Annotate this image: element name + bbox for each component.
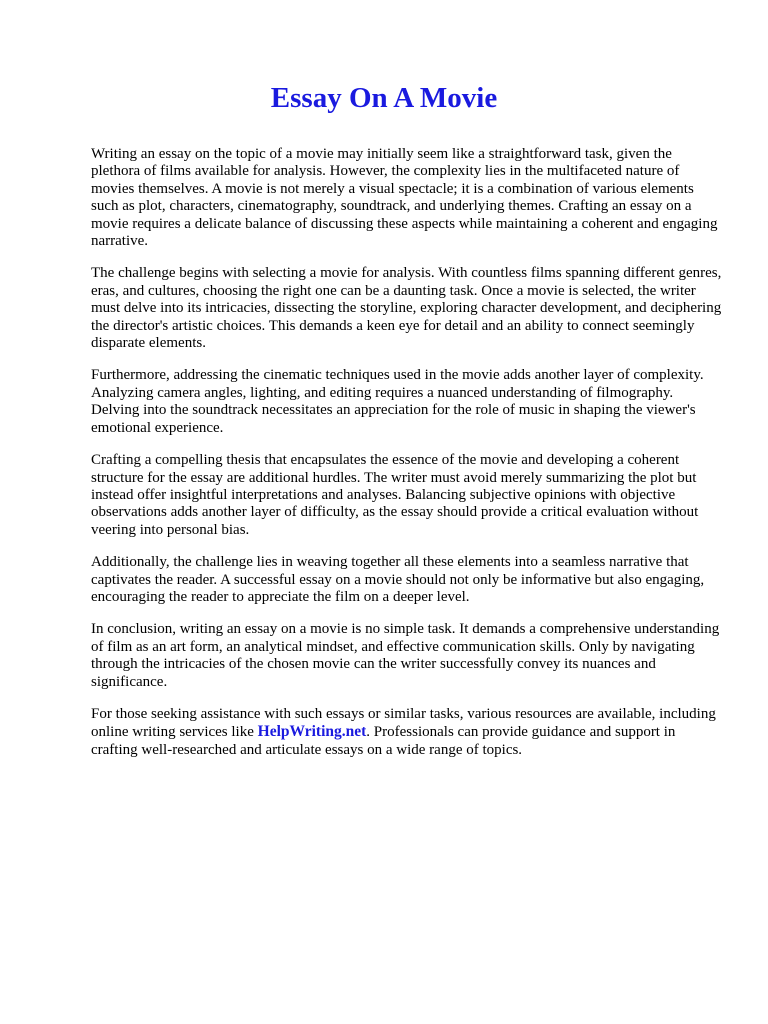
paragraph-5: Additionally, the challenge lies in weaving together all these elements into a seamless narrative that captivates the reader. A successful essay on a movie should not only be informative but also engaging, encouraging the reader to appreciate the film on a deeper level. [91,554,705,605]
paragraph-1: Writing an essay on the topic of a movie may initially seem like a straightforward task, given the plethora of films available for analysis. However, the complexity lies in the multifaceted nature of movies themselves. A movie is not merely a visual spectacle; it is a combination of various elements such as plot, characters, cinematography, soundtrack, and underlying themes. Crafting an essay on a movie requires a delicate balance of discussing these aspects while maintaining a coherent and engaging narrative. [91,146,718,250]
paragraph-7 [91,706,724,759]
paragraph-7-text-before-link: For those seeking assistance with such essays or similar tasks, various resources are available, including online writing services like [91,705,716,741]
paragraph-6: In conclusion, writing an essay on a movie is no simple task. It demands a comprehensive understanding of film as an art form, an analytical mindset, and effective communication skills. Only by navigating through the intricacies of the chosen movie can the writer successfully convey its nuances and significance. [91,621,720,690]
page-title: Essay On A Movie [270,82,498,114]
paragraph-2: The challenge begins with selecting a movie for analysis. With countless films spanning different genres, eras, and cultures, choosing the right one can be a daunting task. Once a movie is selected, the writer must delve into its intricacies, dissecting the storyline, exploring character development, and deciphering the director's artistic choices. This demands a keen eye for detail and an ability to connect seemingly disparate elements. [91,265,722,352]
paragraph-4: Crafting a compelling thesis that encapsulates the essence of the movie and developing a coherent structure for the essay are additional hurdles. The writer must avoid merely summarizing the plot but instead offer insightful interpretations and analyses. Balancing subjective opinions with objective observations adds another layer of difficulty, as the essay should provide a critical evaluation without veering into personal bias. [91,452,699,538]
paragraph-3: Furthermore, addressing the cinematic techniques used in the movie adds another layer of complexity. Analyzing camera angles, lighting, and editing requires a nuanced understanding of filmography. Delving into the soundtrack necessitates an appreciation for the role of music in shaping the viewer's emotional experience. [91,367,704,436]
paragraph-7-text-after-link: . Professionals can provide guidance and support in crafting well-researched and articulate essays on a wide range of topics. [91,724,676,758]
helpwriting-link[interactable]: HelpWriting.net [257,723,367,741]
